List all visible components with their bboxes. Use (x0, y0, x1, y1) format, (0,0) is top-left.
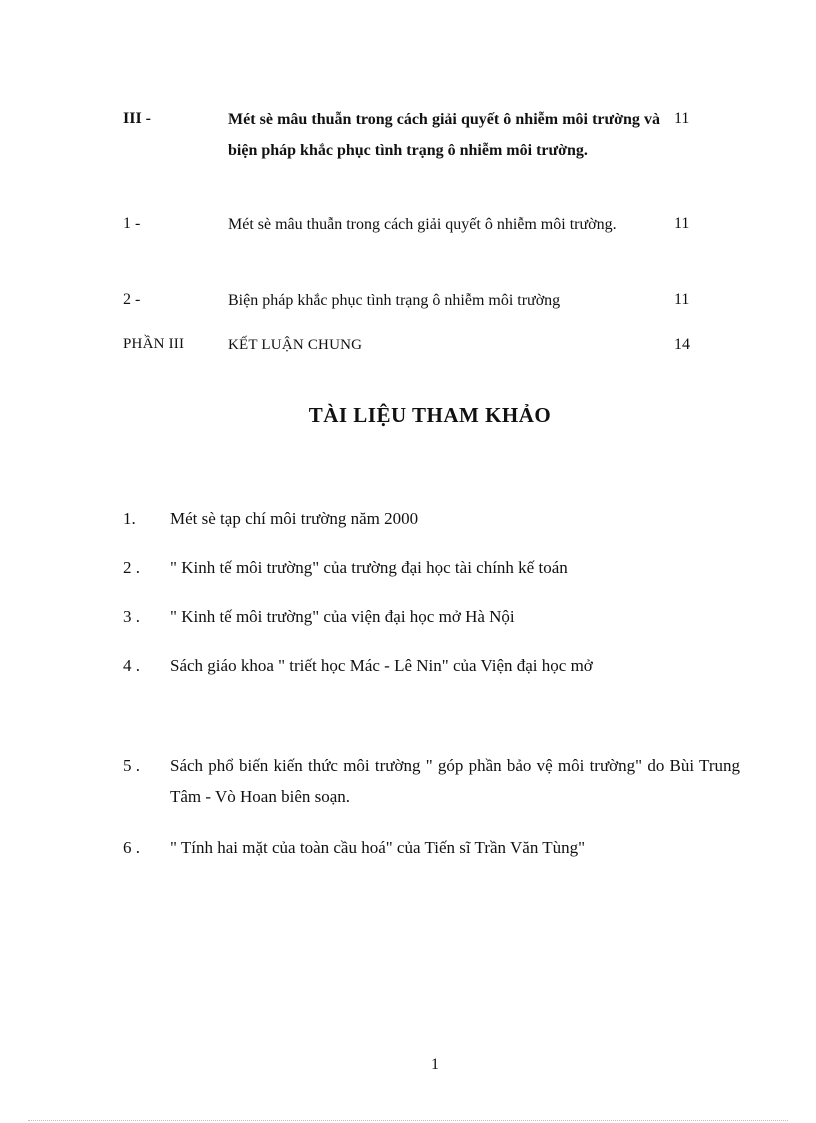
toc-entry-page: 11 (674, 291, 690, 308)
reference-text: Mét sè tạp chí môi trường năm 2000 (170, 509, 419, 528)
toc-entry-page: 14 (674, 336, 690, 353)
references-heading: TÀI LIỆU THAM KHẢO (308, 403, 552, 427)
reference-text: " Kinh tế môi trường" của viện đại học mở Hà Nội (170, 607, 515, 626)
toc-entry-number: 1 - (123, 215, 141, 232)
reference-number: 5 . (123, 756, 140, 775)
toc-entry-title: Mét sè mâu thuẫn trong cách giải quyết ô nhiễm môi trường và biện pháp khắc phục tình trạng ô nhiễm môi trường. (228, 111, 660, 159)
toc-entry-page: 11 (674, 215, 690, 232)
reference-text: " Kinh tế môi trường" của trường đại học tài chính kế toán (170, 558, 568, 577)
toc-entry-title: Mét sè mâu thuẫn trong cách giải quyết ô nhiễm môi trường. (228, 216, 617, 233)
reference-number: 2 . (123, 558, 140, 577)
reference-number: 6 . (123, 838, 140, 857)
page-bottom-divider (28, 1120, 788, 1121)
reference-number: 1. (123, 509, 136, 528)
reference-text: " Tính hai mặt của toàn cầu hoá" của Tiến sĩ Trần Văn Tùng" (170, 838, 586, 857)
reference-number: 3 . (123, 607, 140, 626)
page-number: 1 (431, 1056, 439, 1073)
toc-entry-number: 2 - (123, 291, 141, 308)
toc-entry-title: KẾT LUẬN CHUNG (228, 337, 363, 353)
toc-entry-page: 11 (674, 110, 690, 127)
toc-entry-title: Biện pháp khắc phục tình trạng ô nhiễm môi trường (228, 292, 561, 309)
toc-entry-number: PHẦN III (123, 336, 185, 352)
reference-text: Sách phổ biến kiến thức môi trường " góp phần bảo vệ môi trường" do Bùi Trung Tâm - Vò Hoan biên soạn. (170, 756, 740, 806)
reference-number: 4 . (123, 656, 140, 675)
toc-entry-number: III - (123, 110, 152, 127)
reference-text: Sách giáo khoa " triết học Mác - Lê Nin" của Viện đại học mở (170, 656, 593, 675)
